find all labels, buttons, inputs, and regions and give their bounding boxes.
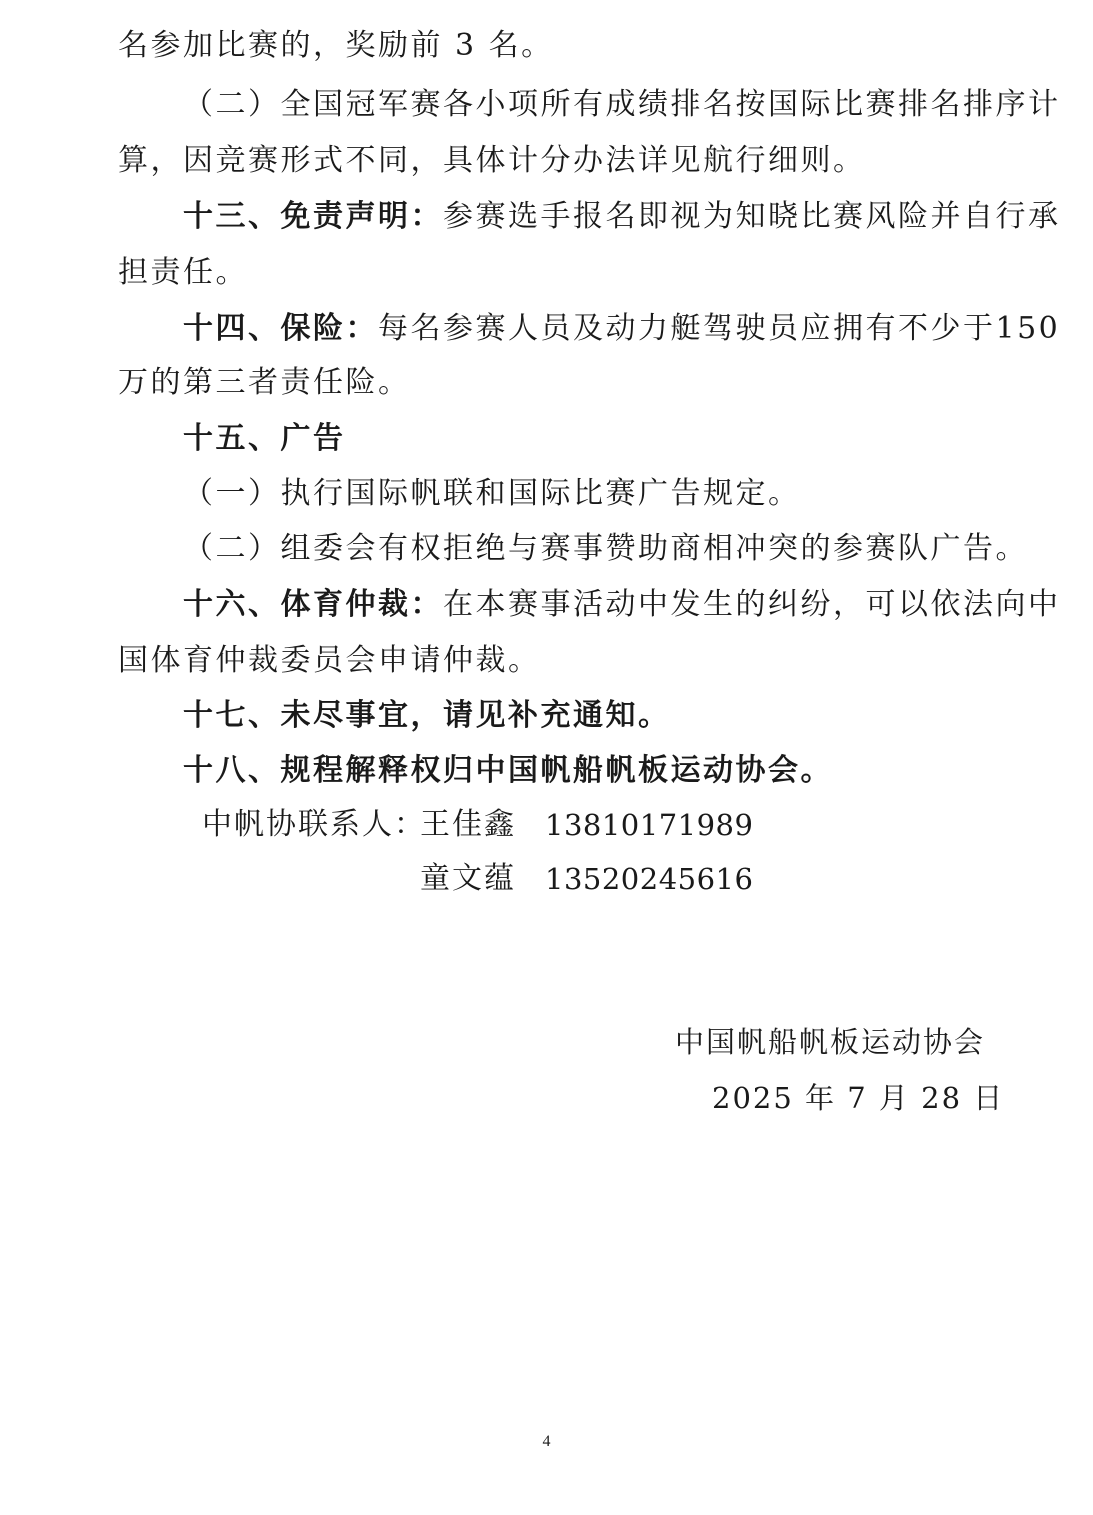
signature-organization: 中国帆船帆板运动协会 [675,1025,986,1059]
paragraph-ranking-line1 [183,85,1061,125]
paragraph-text: 担责任。 [118,255,248,290]
section-disclaimer-line1 [183,197,1061,237]
section-heading-arbitration: 十六、体育仲裁： [183,587,443,622]
section-heading-disclaimer: 十三、免责声明： [183,199,443,234]
section-heading-advertising [183,419,1023,459]
section-arbitration-line1 [183,585,1061,625]
signature-date: 2025 年 7 月 28 日 [712,1081,1005,1115]
paragraph-text: （二）全国冠军赛各小项所有成绩排名按国际比赛排名排序计 [183,87,1061,122]
paragraph-text: 每名参赛人员及动力艇驾驶员应拥有不少于150 [378,311,1061,346]
section-heading-supplementary: 十七、未尽事宜，请见补充通知。 [183,698,671,733]
paragraph-text: （一）执行国际帆联和国际比赛广告规定。 [183,476,801,511]
advertising-item-1 [183,474,1023,514]
paragraph-ranking-line2 [118,141,1023,181]
section-heading-text: 十五、广告 [183,421,346,456]
paragraph-text: 万的第三者责任险。 [118,365,411,400]
section-insurance-line1 [183,309,1061,349]
page-number: 4 [542,1433,551,1450]
paragraph-text: 名参加比赛的，奖励前 3 名。 [118,28,554,63]
section-heading-insurance: 十四、保险： [183,311,378,346]
section-interpretation [183,751,1023,791]
paragraph-text: 在本赛事活动中发生的纠纷，可以依法向中 [443,587,1061,622]
contact-name-1: 王佳鑫 [420,807,516,842]
section-disclaimer-line2 [118,253,1023,293]
contact-name-2: 童文蕴 [420,861,516,896]
section-supplementary [183,696,1023,736]
section-insurance-line2 [118,363,1023,403]
paragraph-text: 参赛选手报名即视为知晓比赛风险并自行承 [443,199,1061,234]
section-arbitration-line2 [118,641,1023,681]
advertising-item-2 [183,529,1028,569]
paragraph-text: 算，因竞赛形式不同，具体计分办法详见航行细则。 [118,143,866,178]
paragraph-text: 国体育仲裁委员会申请仲裁。 [118,643,541,678]
section-heading-interpretation: 十八、规程解释权归中国帆船帆板运动协会。 [183,753,833,788]
paragraph-continuation [118,26,1023,66]
contact-phone-1: 13810171989 [545,808,754,842]
paragraph-text: （二）组委会有权拒绝与赛事赞助商相冲突的参赛队广告。 [183,531,1028,566]
contact-phone-2: 13520245616 [545,862,754,896]
contacts-label: 中帆协联系人： [202,807,426,842]
